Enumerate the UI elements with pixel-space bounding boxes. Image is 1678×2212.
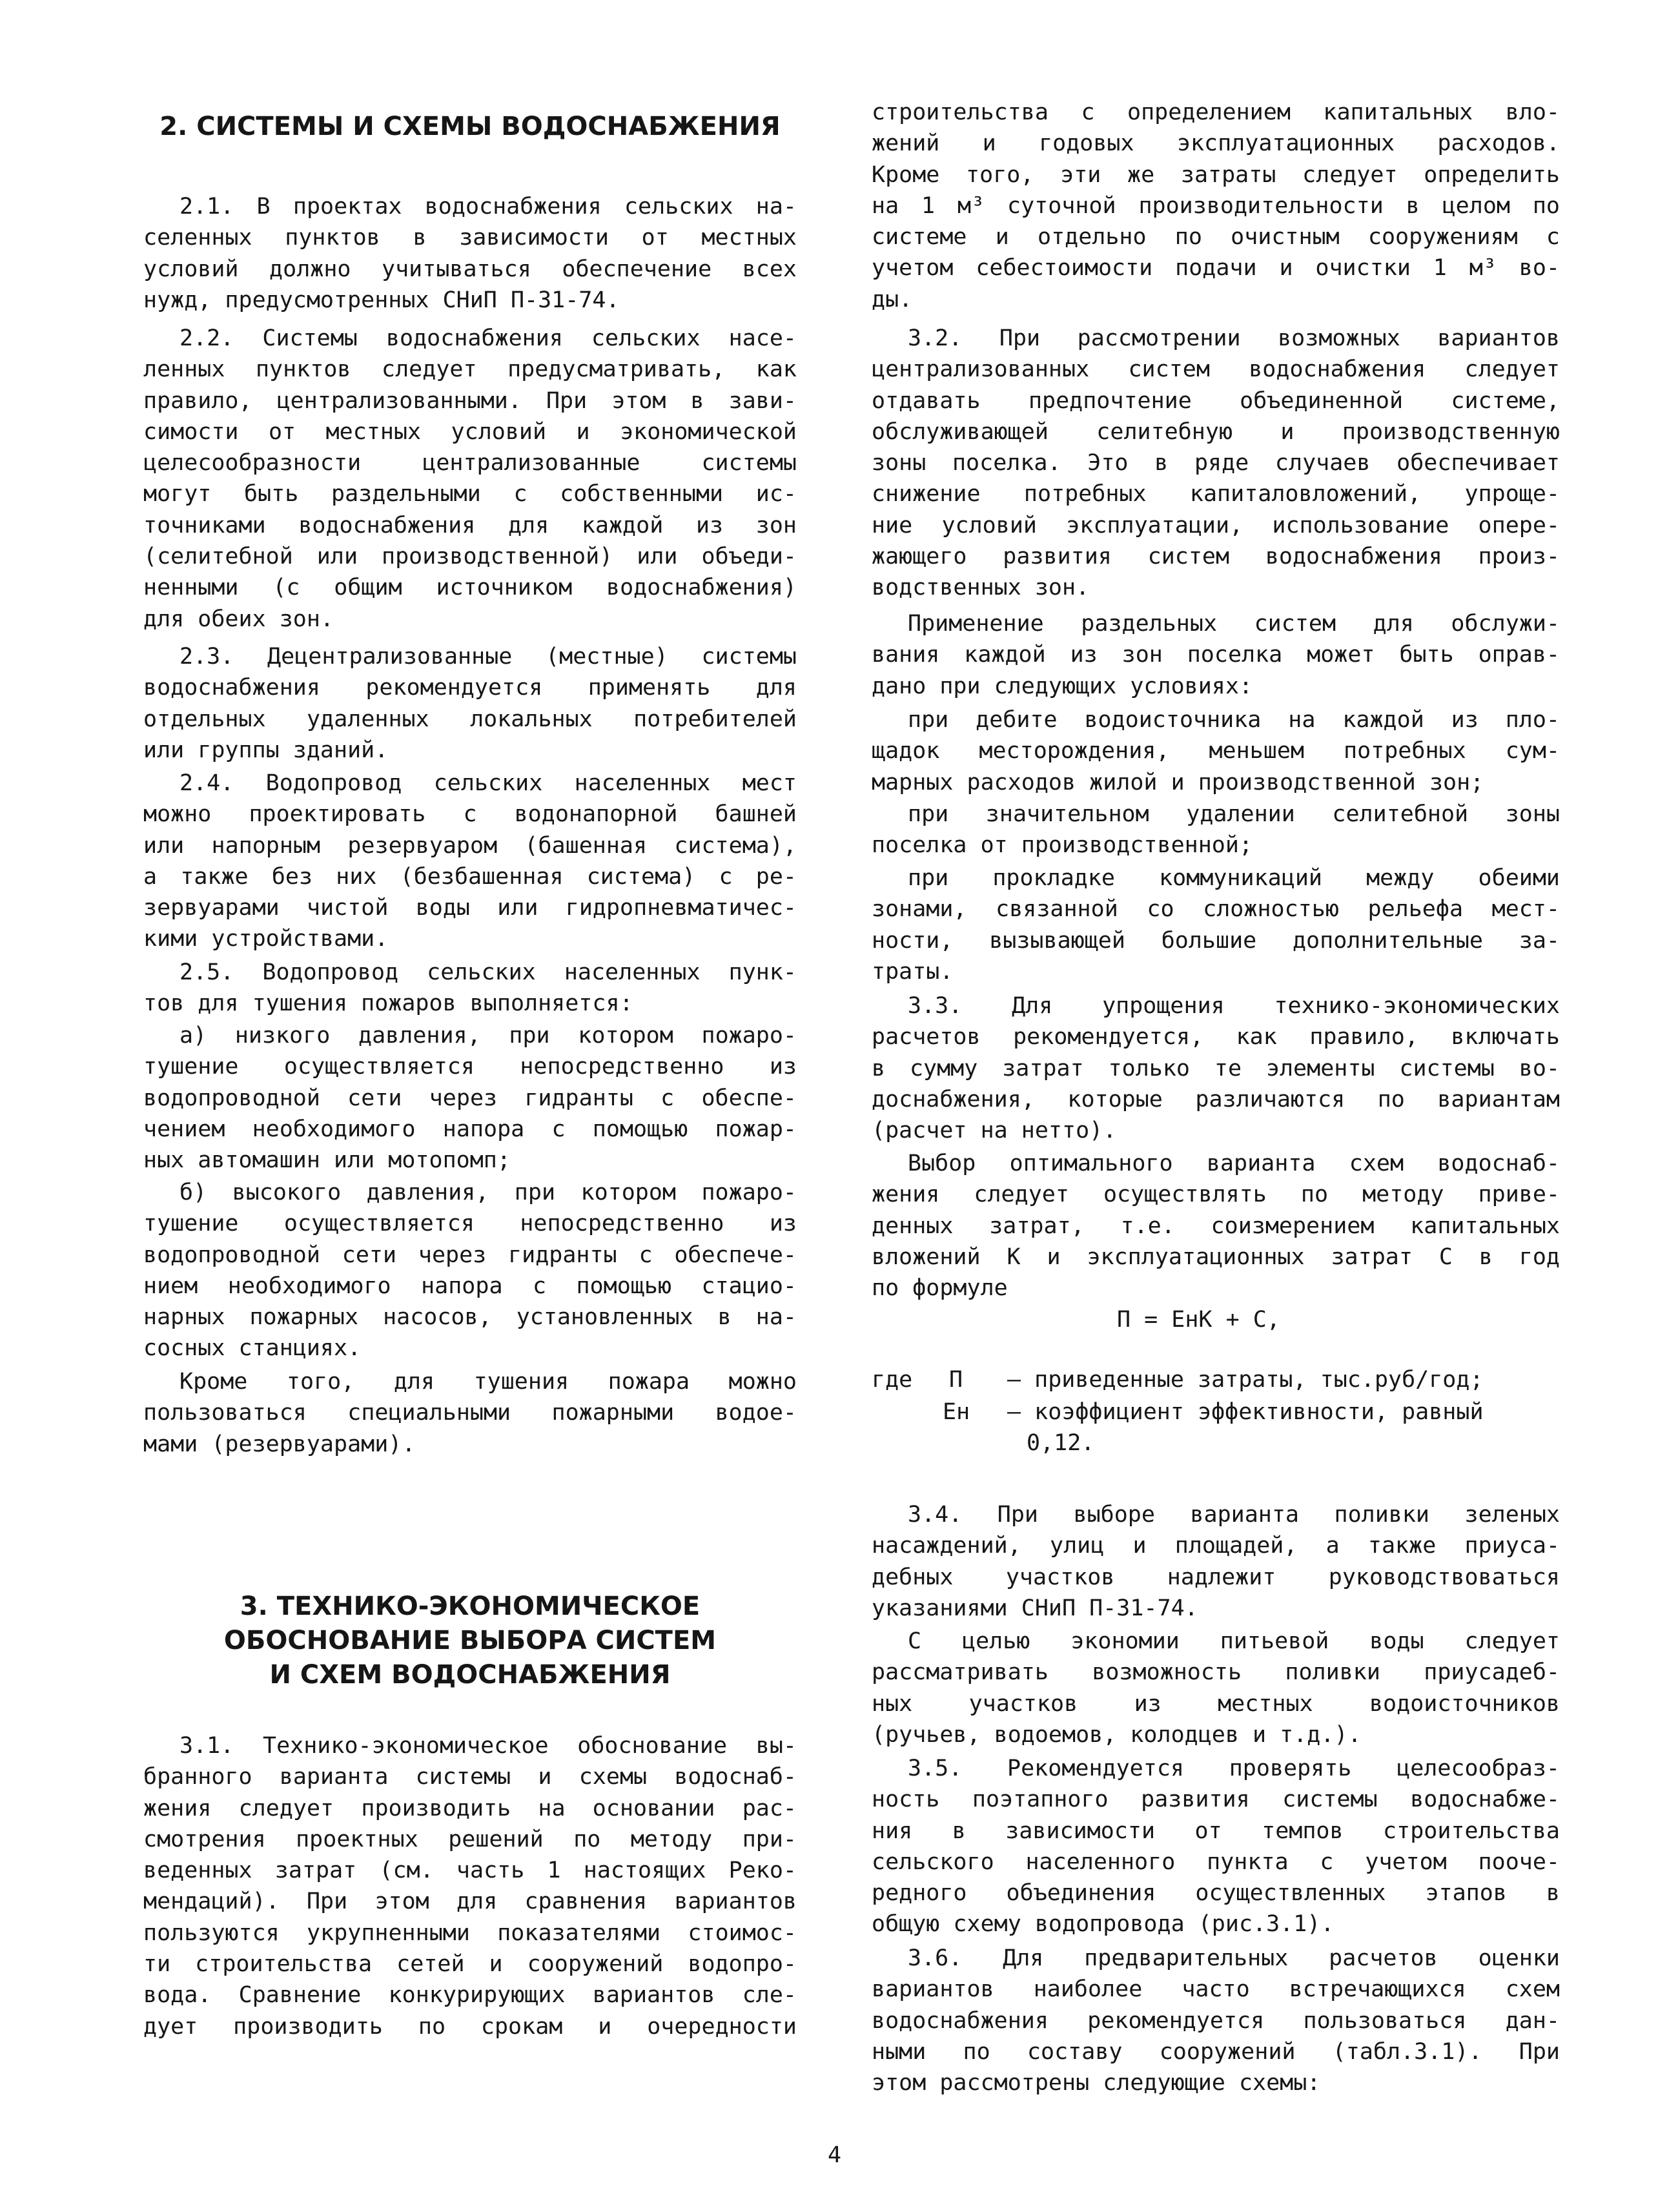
text-line: (ручьев, водоемов, колодцев и т.д.).	[872, 1721, 1362, 1748]
text-line: ных участков из местных водоисточников	[872, 1690, 1560, 1717]
text-line: строительства с определением капитальных вло-	[872, 99, 1560, 125]
text-line: мендаций). При этом для сравнения вариантов	[143, 1889, 797, 1915]
text-line: 2.4. Водопровод сельских населенных мест	[179, 770, 797, 796]
text-line: могут быть раздельными с собственными ис-	[143, 481, 797, 507]
text-line: дует производить по срокам и очередности	[143, 2013, 797, 2040]
text-line: дебных участков надлежит руководствоваться	[872, 1564, 1560, 1590]
text-line: условий должно учитываться обеспечение всех	[143, 256, 797, 282]
text-line: водоснабжения рекомендуется пользоваться дан-	[872, 2007, 1560, 2034]
text-line: жения следует осуществлять по методу приве-	[872, 1182, 1560, 1208]
text-line: сельского населенного пункта с учетом пооче-	[872, 1848, 1560, 1875]
para-3-6	[872, 1943, 1560, 2098]
text-line: при значительном удалении селитебной зоны	[908, 801, 1560, 827]
where-symbol-p: П	[949, 1367, 963, 1393]
formula: П = EнК + С,	[1117, 1307, 1280, 1333]
text-line: симости от местных условий и экономической	[143, 418, 797, 445]
text-line: нужд, предусмотренных СНиП П-31-74.	[143, 287, 620, 313]
text-line: вода. Сравнение конкурирующих вариантов сле-	[143, 1982, 797, 2009]
text-line: щадок месторождения, меньшем потребных сум-	[872, 738, 1560, 764]
text-line: зервуарами чистой воды или гидропневматичес-	[143, 895, 797, 921]
text-line: водопроводной сети через гидранты с обеспе-	[143, 1085, 797, 1111]
text-line: по формуле	[872, 1275, 1008, 1302]
text-line: жения следует производить на основании рас-	[143, 1795, 797, 1821]
text-line: мами (резервуарами).	[143, 1431, 416, 1457]
text-line: при прокладке коммуникаций между обеими	[908, 865, 1560, 891]
where-definition-p: – приведенные затраты, тыс.руб/год;	[1007, 1367, 1484, 1393]
text-line: снижение потребных капиталовложений, упроще-	[872, 481, 1560, 507]
text-line: централизованных систем водоснабжения следует	[872, 356, 1560, 383]
text-line: на 1 м³ суточной производительности в целом по	[872, 192, 1560, 219]
text-line: траты.	[872, 958, 954, 985]
text-line: смотрения проектных решений по методу при-	[143, 1826, 797, 1852]
text-line: или группы зданий.	[143, 737, 389, 763]
para-3-2	[872, 323, 1560, 604]
para-3-2-d	[872, 799, 1560, 861]
text-line: С целью экономии питьевой воды следует	[908, 1628, 1560, 1654]
text-line: 3.5. Рекомендуется проверять целесообраз-	[908, 1756, 1560, 1781]
section-3-heading	[143, 1590, 797, 1692]
text-line: ти строительства сетей и сооружений водопро-	[143, 1951, 797, 1978]
text-line: ненными (с общим источником водоснабжения)	[143, 575, 797, 601]
text-line: 3.6. Для предварительных расчетов оценки	[908, 1945, 1560, 1971]
text-line: расчетов рекомендуется, как правило, включать	[872, 1024, 1560, 1050]
para-2-5-b	[143, 1177, 797, 1364]
text-line: водственных зон.	[872, 575, 1090, 601]
para-3-2-b	[872, 608, 1560, 702]
text-line: а) низкого давления, при котором пожаро-	[179, 1023, 797, 1049]
text-line: а также без них (безбашенная система) с ре-	[143, 863, 797, 890]
text-line: денных затрат, т.е. соизмерением капитальных	[872, 1213, 1560, 1239]
text-line: тушение осуществляется непосредственно из	[143, 1054, 797, 1080]
page-number: 4	[828, 2142, 842, 2168]
para-3-1-cont	[872, 97, 1560, 315]
text-line: рассматривать возможность поливки приусадеб-	[872, 1659, 1560, 1686]
text-line: зонами, связанной со сложностью рельефа мест-	[872, 896, 1560, 923]
text-line: ды.	[872, 286, 913, 312]
text-line: или напорным резервуаром (башенная система),	[143, 832, 797, 859]
text-line: поселка от производственной;	[872, 832, 1253, 859]
text-line: жений и годовых эксплуатационных расходов.	[872, 130, 1560, 157]
text-line: нарных пожарных насосов, установленных в на-	[143, 1304, 797, 1331]
para-3-2-c	[872, 704, 1560, 798]
text-line: чением необходимого напора с помощью пожар-	[143, 1116, 797, 1142]
text-line: ными по составу сооружений (табл.3.1). При	[872, 2038, 1560, 2065]
para-3-3-b	[872, 1148, 1560, 1304]
para-2-3	[143, 641, 797, 766]
para-2-4	[143, 768, 797, 955]
text-line: 3.4. При выборе варианта поливки зеленых	[908, 1502, 1560, 1528]
text-line: водопроводной сети через гидранты с обеспече-	[143, 1242, 797, 1268]
text-line: ние условий эксплуатации, использование опере-	[872, 512, 1560, 538]
text-line: вложений К и эксплуатационных затрат С в год	[872, 1244, 1560, 1270]
text-line: правило, централизованными. При этом в зави-	[143, 387, 797, 414]
where-symbol-e: Eн	[943, 1399, 970, 1425]
text-line: при дебите водоисточника на каждой из пло-	[908, 707, 1560, 733]
para-2-5-a	[143, 1020, 797, 1176]
text-line: доснабжения, которые различаются по вариантам	[872, 1086, 1560, 1112]
text-line: дано при следующих условиях:	[872, 673, 1253, 699]
text-line: (расчет на нетто).	[872, 1118, 1117, 1144]
text-line: жающего развития систем водоснабжения произ-	[872, 544, 1560, 570]
where-definition-e: – коэффициент эффективности, равный	[1007, 1399, 1484, 1425]
text-line: 3.1. Технико-экономическое обоснование вы-	[179, 1733, 797, 1759]
text-line: точниками водоснабжения для каждой из зон	[143, 512, 797, 538]
text-line: пользуются укрупненными показателями стоимос-	[143, 1920, 797, 1946]
text-line: отдавать предпочтение объединенной системе,	[872, 387, 1560, 414]
section-3-heading-line: И СХЕМ ВОДОСНАБЖЕНИЯ	[269, 1660, 671, 1690]
text-line: тов для тушения пожаров выполняется:	[143, 990, 633, 1017]
text-line: водоснабжения рекомендуется применять для	[143, 675, 797, 701]
para-2-2	[143, 323, 797, 635]
para-3-4	[872, 1499, 1560, 1624]
text-line: бранного варианта системы и схемы водоснаб-	[143, 1764, 797, 1790]
para-2-5-c	[143, 1366, 797, 1460]
text-line: редного объединения осуществленных этапов в	[872, 1880, 1560, 1907]
text-line: ния в зависимости от темпов строительства	[872, 1818, 1560, 1844]
text-line: для обеих зон.	[143, 606, 334, 632]
text-line: указаниями СНиП П-31-74.	[872, 1595, 1198, 1621]
para-3-1	[143, 1730, 797, 2042]
section-3-heading-line: ОБОСНОВАНИЕ ВЫБОРА СИСТЕМ	[223, 1626, 717, 1655]
section-3-heading-line: 3. ТЕХНИКО-ЭКОНОМИЧЕСКОЕ	[240, 1592, 701, 1621]
text-line: ных автомашин или мотопомп;	[143, 1147, 511, 1174]
text-line: вариантов наиболее часто встречающихся схем	[872, 1976, 1560, 2003]
text-line: 2.1. В проектах водоснабжения сельских на-	[179, 194, 797, 220]
text-line: кими устройствами.	[143, 926, 389, 952]
para-2-1	[143, 191, 797, 316]
text-line: этом рассмотрены следующие схемы:	[872, 2070, 1321, 2096]
text-line: селенных пунктов в зависимости от местных	[143, 225, 797, 251]
para-3-3	[872, 990, 1560, 1146]
text-line: обслуживающей селитебную и производственную	[872, 418, 1560, 445]
text-line: (селитебной или производственной) или объеди-	[143, 544, 797, 570]
text-line: 2.5. Водопровод сельских населенных пунк-	[179, 959, 797, 985]
text-line: насаждений, улиц и площадей, а также приуса-	[872, 1533, 1560, 1559]
section-2-heading: 2. СИСТЕМЫ И СХЕМЫ ВОДОСНАБЖЕНИЯ	[159, 112, 781, 141]
text-line: в сумму затрат только те элементы системы во-	[872, 1055, 1560, 1081]
text-line: целесообразности централизованные системы	[143, 450, 797, 476]
text-line: 2.2. Системы водоснабжения сельских насе-	[179, 325, 797, 351]
text-line: 3.3. Для упрощения технико-экономических	[908, 993, 1560, 1019]
text-line: можно проектировать с водонапорной башней	[143, 801, 797, 828]
where-label: где	[872, 1367, 913, 1393]
text-line: общую схему водопровода (рис.3.1).	[872, 1911, 1335, 1938]
text-line: Кроме того, для тушения пожара можно	[179, 1369, 797, 1395]
para-3-4-b	[872, 1626, 1560, 1750]
para-2-5	[143, 957, 797, 1019]
para-3-5	[872, 1753, 1560, 1940]
text-line: отдельных удаленных локальных потребителей	[143, 706, 797, 732]
where-value-e: 0,12.	[1027, 1430, 1095, 1456]
text-line: нием необходимого напора с помощью стацио-	[143, 1273, 797, 1299]
text-line: ности, вызывающей большие дополнительные за-	[872, 927, 1560, 954]
text-line: б) высокого давления, при котором пожаро-	[179, 1180, 797, 1205]
para-3-2-e	[872, 863, 1560, 987]
text-line: вания каждой из зон поселка может быть оправ-	[872, 642, 1560, 668]
text-line: ленных пунктов следует предусматривать, как	[143, 356, 797, 383]
text-line: веденных затрат (см. часть 1 настоящих Реко-	[143, 1858, 797, 1884]
text-line: тушение осуществляется непосредственно из	[143, 1211, 797, 1237]
text-line: марных расходов жилой и производственной зон;	[872, 769, 1484, 795]
text-line: Кроме того, эти же затраты следует определить	[872, 161, 1560, 188]
text-line: зоны поселка. Это в ряде случаев обеспечивает	[872, 450, 1560, 476]
text-line: сосных станциях.	[143, 1335, 362, 1362]
text-line: Выбор оптимального варианта схем водоснаб-	[908, 1151, 1560, 1176]
text-line: 3.2. При рассмотрении возможных вариантов	[908, 325, 1560, 351]
text-line: 2.3. Децентрализованные (местные) системы	[179, 644, 797, 670]
text-line: пользоваться специальными пожарными водое-	[143, 1400, 797, 1426]
text-line: системе и отдельно по очистным сооружениям с	[872, 224, 1560, 251]
text-line: ность поэтапного развития системы водоснабже-	[872, 1787, 1560, 1813]
text-line: учетом себестоимости подачи и очистки 1 м³ во-	[872, 255, 1560, 282]
text-line: Применение раздельных систем для обслужи-	[908, 611, 1560, 637]
